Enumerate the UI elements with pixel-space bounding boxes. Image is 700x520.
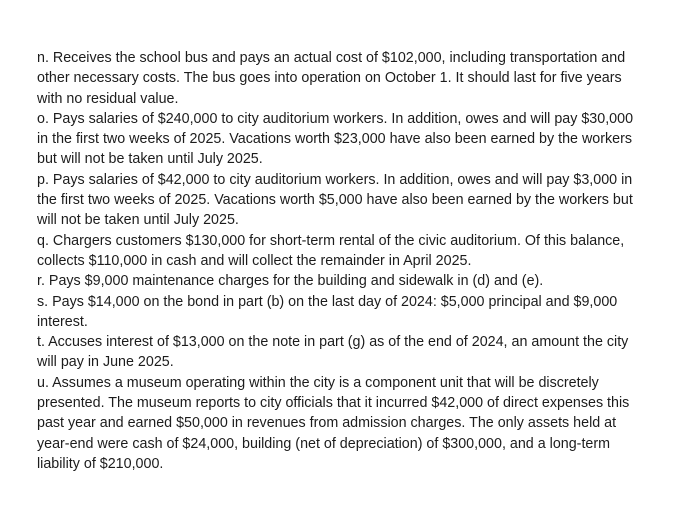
paragraph-o: o. Pays salaries of $240,000 to city auditorium workers. In addition, owes and will pay $30,000 in the first two weeks of 2025. Vacations worth $23,000 have also been earned by the workers but will not be taken until July 2025. bbox=[37, 110, 634, 168]
paragraph-u: u. Assumes a museum operating within the city is a component unit that will be discretely presented. The museum reports to city officials that it incurred $42,000 of direct expenses this past year and earned $50,000 in revenues from admission charges. The only assets held at year-end were cash of $24,000, building (net of depreciation) of $300,000, and a long-term liability of $210,000. bbox=[37, 374, 630, 472]
paragraph-t: t. Accuses interest of $13,000 on the note in part (g) as of the end of 2024, an amount the city will pay in June 2025. bbox=[37, 334, 629, 371]
problem-text bbox=[37, 48, 687, 474]
paragraph-s: s. Pays $14,000 on the bond in part (b) on the last day of 2024: $5,000 principal and $9,000 interest. bbox=[37, 293, 618, 330]
paragraph-q: q. Chargers customers $130,000 for short-term rental of the civic auditorium. Of this balance, collects $110,000 in cash and will collect the remainder in April 2025. bbox=[37, 232, 625, 269]
paragraph-n: n. Receives the school bus and pays an actual cost of $102,000, including transportation and other necessary costs. The bus goes into operation on October 1. It should last for five years with no residual value. bbox=[37, 50, 626, 107]
paragraph-p: p. Pays salaries of $42,000 to city auditorium workers. In addition, owes and will pay $3,000 in the first two weeks of 2025. Vacations worth $5,000 have also been earned by the workers but will not be taken until July 2025. bbox=[37, 171, 633, 229]
paragraph-r: r. Pays $9,000 maintenance charges for the building and sidewalk in (d) and (e). bbox=[37, 273, 544, 290]
